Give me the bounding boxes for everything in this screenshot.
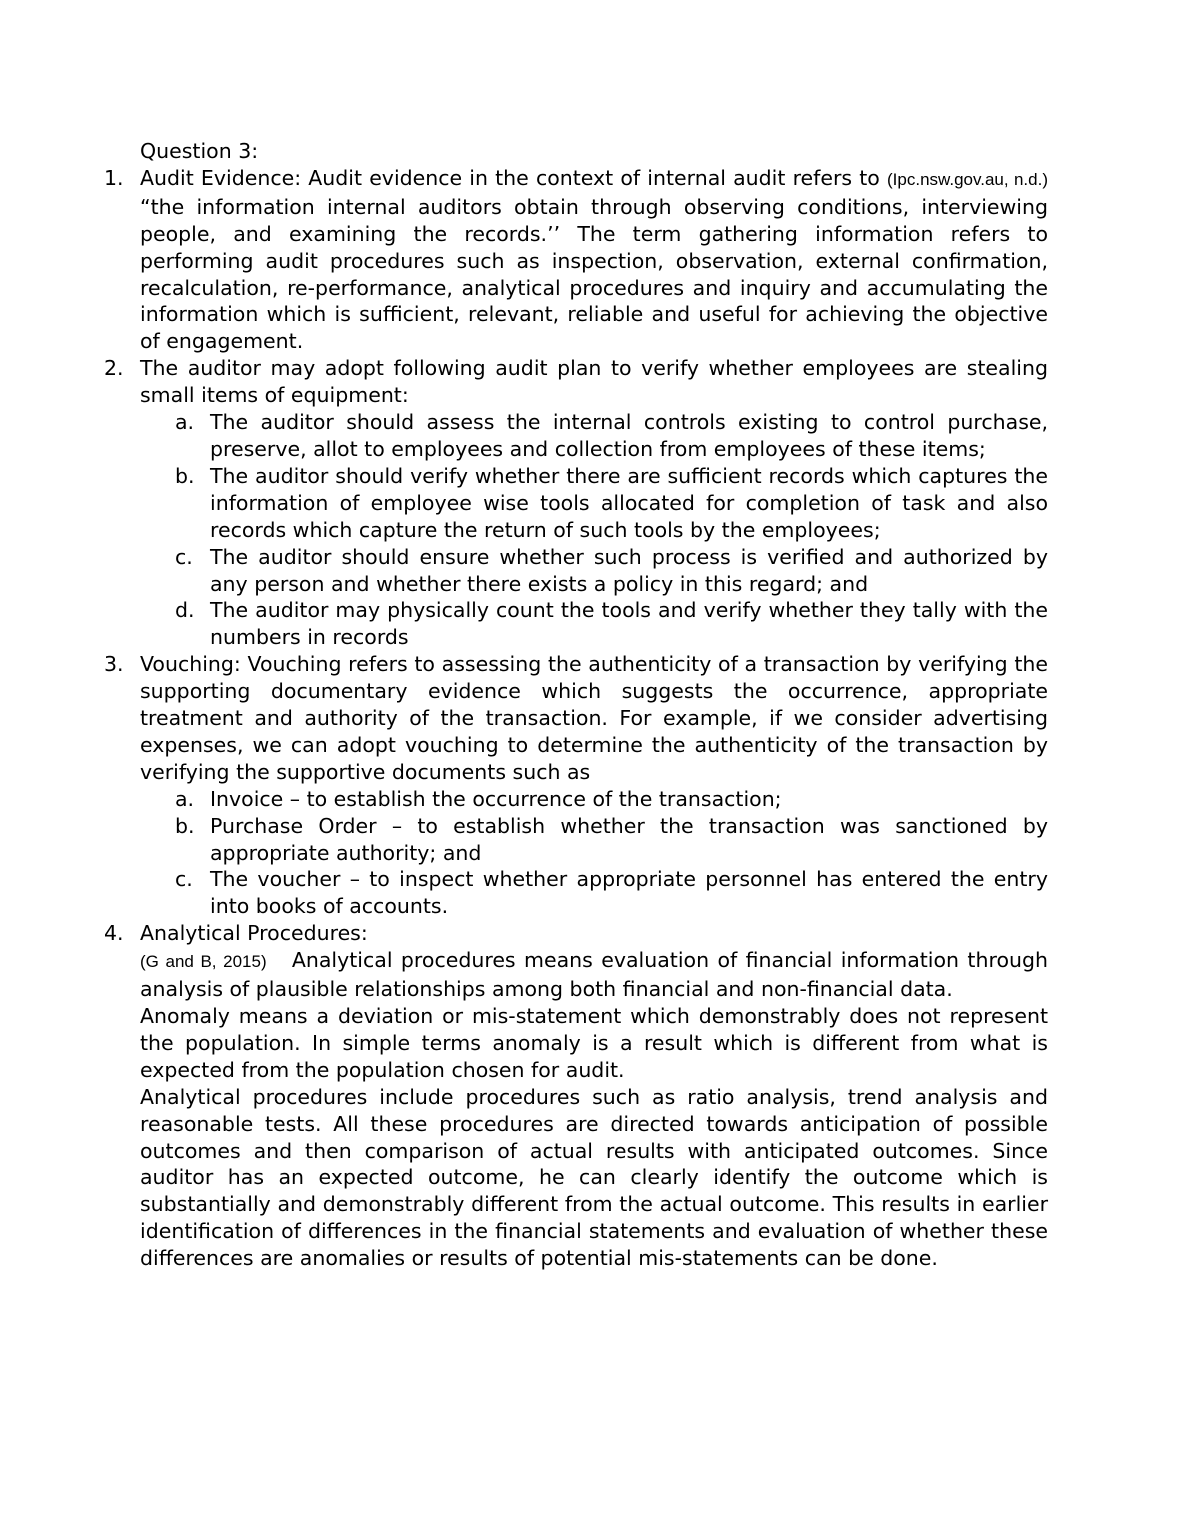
item-number: 4. (104, 921, 124, 946)
item-body: “the information internal auditors obtain through observing conditions, interviewing people, and examining the records.’’ The term gathering information refers to performing audit procedures such as inspection, observation, external confirmation, recalculation, re-performance, analytical procedures and inquiry and accumulating the information which is sufficient, relevant, reliable and useful for achieving the objective of engagement. (140, 194, 1048, 354)
sub-item-text: The auditor should assess the internal controls existing to control purchase, preserve, allot to employees and collection from employees of these items; (210, 410, 1048, 461)
answer-item-1 (104, 165, 1048, 355)
sub-item-letter: b. (175, 463, 195, 488)
sub-item-letter: c. (175, 544, 193, 569)
answer-item-4 (104, 920, 1048, 1272)
sub-list (140, 786, 1048, 921)
paragraph (140, 947, 1048, 1003)
sub-item (175, 409, 1048, 463)
item-number: 1. (104, 165, 124, 190)
answer-list (104, 165, 1048, 1272)
item-number: 2. (104, 356, 124, 381)
sub-item-text: Invoice – to establish the occurrence of the transaction; (210, 786, 782, 811)
sub-item-letter: b. (175, 813, 195, 838)
sub-item (175, 786, 1048, 813)
sub-item (175, 813, 1048, 867)
sub-item-text: Purchase Order – to establish whether the transaction was sanctioned by appropriate authority; and (210, 813, 1048, 865)
citation: (Ipc.nsw.gov.au, n.d.) (887, 169, 1048, 189)
item-text: Vouching: Vouching refers to assessing the authenticity of a transaction by verifying the supporting documentary evidence which suggests the occurrence, appropriate treatment and authority of the transaction. For example, if we consider advertising expenses, we can adopt vouching to determine the authenticity of the transaction by verifying the supportive documents such as (140, 652, 1048, 784)
sub-item-letter: d. (175, 598, 195, 623)
sub-item-letter: a. (175, 786, 195, 811)
item-number: 3. (104, 652, 124, 677)
sub-item (175, 866, 1048, 920)
item-text: Analytical Procedures: (140, 921, 368, 946)
item-text: The auditor may adopt following audit plan to verify whether employees are stealing small items of equipment: (140, 356, 1048, 408)
sub-item (175, 544, 1048, 598)
sub-item-text: The auditor should ensure whether such process is verified and authorized by any person and whether there exists a policy in this regard; and (210, 544, 1048, 596)
sub-item-letter: a. (175, 410, 195, 435)
sub-item-letter: c. (175, 867, 193, 892)
sub-item-text: The auditor should verify whether there are sufficient records which captures the information of employee wise tools allocated for completion of task and also records which capture the return of such tools by the employees; (210, 463, 1048, 542)
paragraph-text: Analytical procedures means evaluation of financial information through analysis of plausible relationships among both financial and non-financial data. (140, 948, 1048, 1002)
paragraph: Analytical procedures include procedures such as ratio analysis, trend analysis and reasonable tests. All these procedures are directed towards anticipation of possible outcomes and then comparison of actual results with anticipated outcomes. Since auditor has an expected outcome, he can clearly identify the outcome which is substantially and demonstrably different from the actual outcome. This results in earlier identification of differences in the financial statements and evaluation of whether these differences are anomalies or results of potential mis-statements can be done. (140, 1084, 1048, 1271)
sub-item-text: The voucher – to inspect whether appropriate personnel has entered the entry into books of accounts. (210, 867, 1048, 919)
sub-item (175, 463, 1048, 544)
paragraph: Anomaly means a deviation or mis-statement which demonstrably does not represent the population. In simple terms anomaly is a result which is different from what is expected from the population chosen for audit. (140, 1004, 1048, 1082)
document-body (104, 138, 1048, 1272)
answer-item-2 (104, 355, 1048, 651)
sub-list (140, 409, 1048, 651)
question-heading: Question 3: (140, 139, 259, 163)
sub-item-text: The auditor may physically count the tools and verify whether they tally with the numbers in records (210, 598, 1048, 650)
item-lead: Audit Evidence: Audit evidence in the context of internal audit refers to (140, 165, 880, 190)
answer-item-3 (104, 651, 1048, 920)
sub-item (175, 597, 1048, 651)
item-text (140, 165, 1048, 355)
citation: (G and B, 2015) (140, 952, 267, 972)
